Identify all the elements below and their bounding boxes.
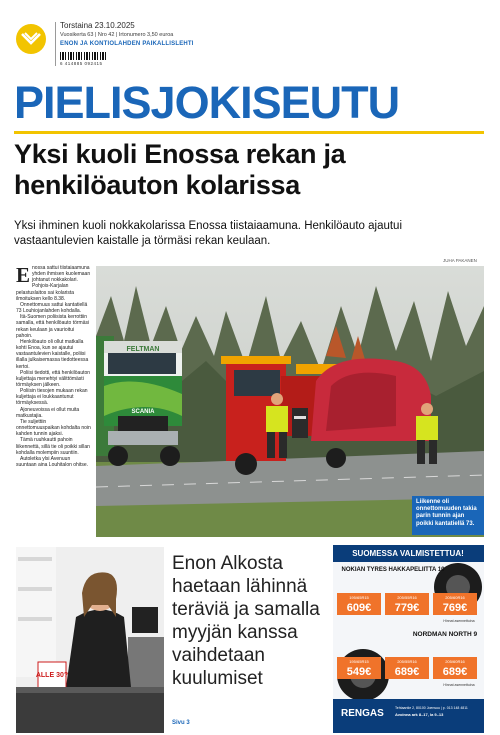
header-divider bbox=[55, 22, 56, 66]
ad-headline: SUOMESSA VALMISTETTUA! bbox=[352, 549, 464, 558]
store-clerk-illustration bbox=[16, 547, 164, 733]
truck-brand: SCANIA bbox=[131, 409, 155, 415]
price-size: 205/55R16 bbox=[397, 595, 417, 600]
article-paragraph: Onnettomuus sattui kantatiellä 73 Louhiojanlahden kohdalla. bbox=[16, 301, 88, 315]
price-size: 195/65R15 bbox=[349, 659, 369, 664]
price-value: 689€ bbox=[442, 666, 468, 678]
newspaper-logo bbox=[16, 24, 46, 54]
teaser-headline: Enon Alkosta haetaan lähinnä teräviä ja samalla myyjän kanssa vaihdetaan kuulumiset bbox=[172, 553, 320, 689]
article-paragraph: Poliisi tiedotti, että henkilöauton kuljettaja menehtyi välittömästi törmäyksen jälkeen. bbox=[16, 369, 91, 388]
product1-name: NOKIAN TYRES HAKKAPELIITTA 10 bbox=[341, 567, 445, 573]
teaser-page-ref: Sivu 3 bbox=[172, 720, 190, 726]
truck-name: FELTMAN bbox=[126, 346, 160, 353]
issue-meta: Vuosikerta 63 | Nro 42 | Irtonumero 3,50 euroa bbox=[60, 32, 174, 38]
store-sign-text: ALLE 30? bbox=[35, 672, 69, 679]
article-paragraph: nossa sattui tiistaiaamuna yhden ihmisen kuolemaan johtanut nokkakolari. Pohjois-Karjalan pelastuslaitos sai kolarista ilmoituksen kello 8.38. bbox=[16, 265, 91, 302]
price-value: 779€ bbox=[394, 602, 420, 614]
article-paragraph: Tie suljettiin onnettomuuspaikan kohdalta noin kahden tunnin ajaksi. bbox=[16, 418, 91, 438]
issue-date: Torstaina 23.10.2025 bbox=[60, 21, 135, 30]
price-size: 195/65R15 bbox=[349, 595, 369, 600]
ad-contact: Tehtaantie 2, 80100 Joensuu | p. 013 148 4811 bbox=[395, 706, 468, 710]
price-value: 549€ bbox=[346, 666, 372, 678]
article-paragraph: Henkilöauto oli ollut matkalla kohti Enoa, kun se ajautui vastaantulevien kaistalle, poliisi illalla julkaisemassa tiedotteessa kertoi. bbox=[16, 338, 89, 370]
masthead-rule bbox=[14, 131, 484, 134]
article-lead: Yksi ihminen kuoli nokkakolarissa Enossa tiistaiaamuna. Henkilöauto ajautui vastaantulevien kaistalle ja törmäsi rekan keulaan. bbox=[14, 220, 403, 247]
article-paragraph: Ajoneuvoissa ei ollut muita matkustajia. bbox=[16, 406, 80, 419]
tire-ad-graphic bbox=[333, 545, 484, 733]
barcode bbox=[60, 52, 108, 60]
article-paragraph: Autoletka ylsi Avenuun suuntaan aina Louhitalon ohitse. bbox=[16, 455, 89, 468]
price-size: 205/60R16 bbox=[445, 659, 465, 664]
article-paragraph: Poliisin tiesojen mukaan rekan kuljettaja ei loukkaantunut törmäyksessä. bbox=[16, 388, 88, 407]
price-note: Hinnat asennettuina bbox=[443, 683, 475, 687]
main-headline: Yksi kuoli Enossa rekan ja henkilöauton kolarissa bbox=[14, 139, 346, 200]
masthead: PIELISJOKISEUTU bbox=[14, 77, 400, 128]
paper-tagline: ENON JA KONTIOLAHDEN PAIKALLISLEHTI bbox=[60, 41, 194, 47]
price-value: 769€ bbox=[442, 602, 468, 614]
price-note: Hinnat asennettuina bbox=[443, 619, 475, 623]
drop-cap: E bbox=[16, 263, 31, 287]
barcode-number: 6 414885 092415 bbox=[60, 61, 103, 66]
tire-advertisement bbox=[333, 545, 484, 733]
photo-caption: Liikenne oli onnettomuuden takia parin tunnin ajan poikki kantatiellä 73. bbox=[412, 496, 484, 535]
product2-name: NORDMAN NORTH 9 bbox=[412, 631, 478, 638]
price-value: 689€ bbox=[394, 666, 420, 678]
price-size: 205/60R16 bbox=[445, 595, 465, 600]
ad-hours: Avoinna ark 8–17, la 9–13 bbox=[395, 712, 444, 717]
teaser-photo bbox=[16, 547, 164, 733]
price-size: 205/55R16 bbox=[397, 659, 417, 664]
article-paragraph: Tämä ruuhkautti pahoin liikennettä, sillä tie oli poikki sillan kohdalla molempiin suuntiin. bbox=[16, 437, 90, 456]
ad-brand: RENGAS bbox=[341, 708, 384, 719]
photo-credit: JUHA PAKANEN bbox=[443, 258, 477, 263]
article-body bbox=[16, 265, 91, 468]
price-value: 609€ bbox=[346, 602, 372, 614]
chevron-logo-icon bbox=[21, 32, 41, 46]
article-paragraph: Itä-Suomen poliisista kerrottiin samalla, että henkilöauto törmäsi rekan keulaan ja vaurioitui pahoin. bbox=[16, 314, 90, 339]
